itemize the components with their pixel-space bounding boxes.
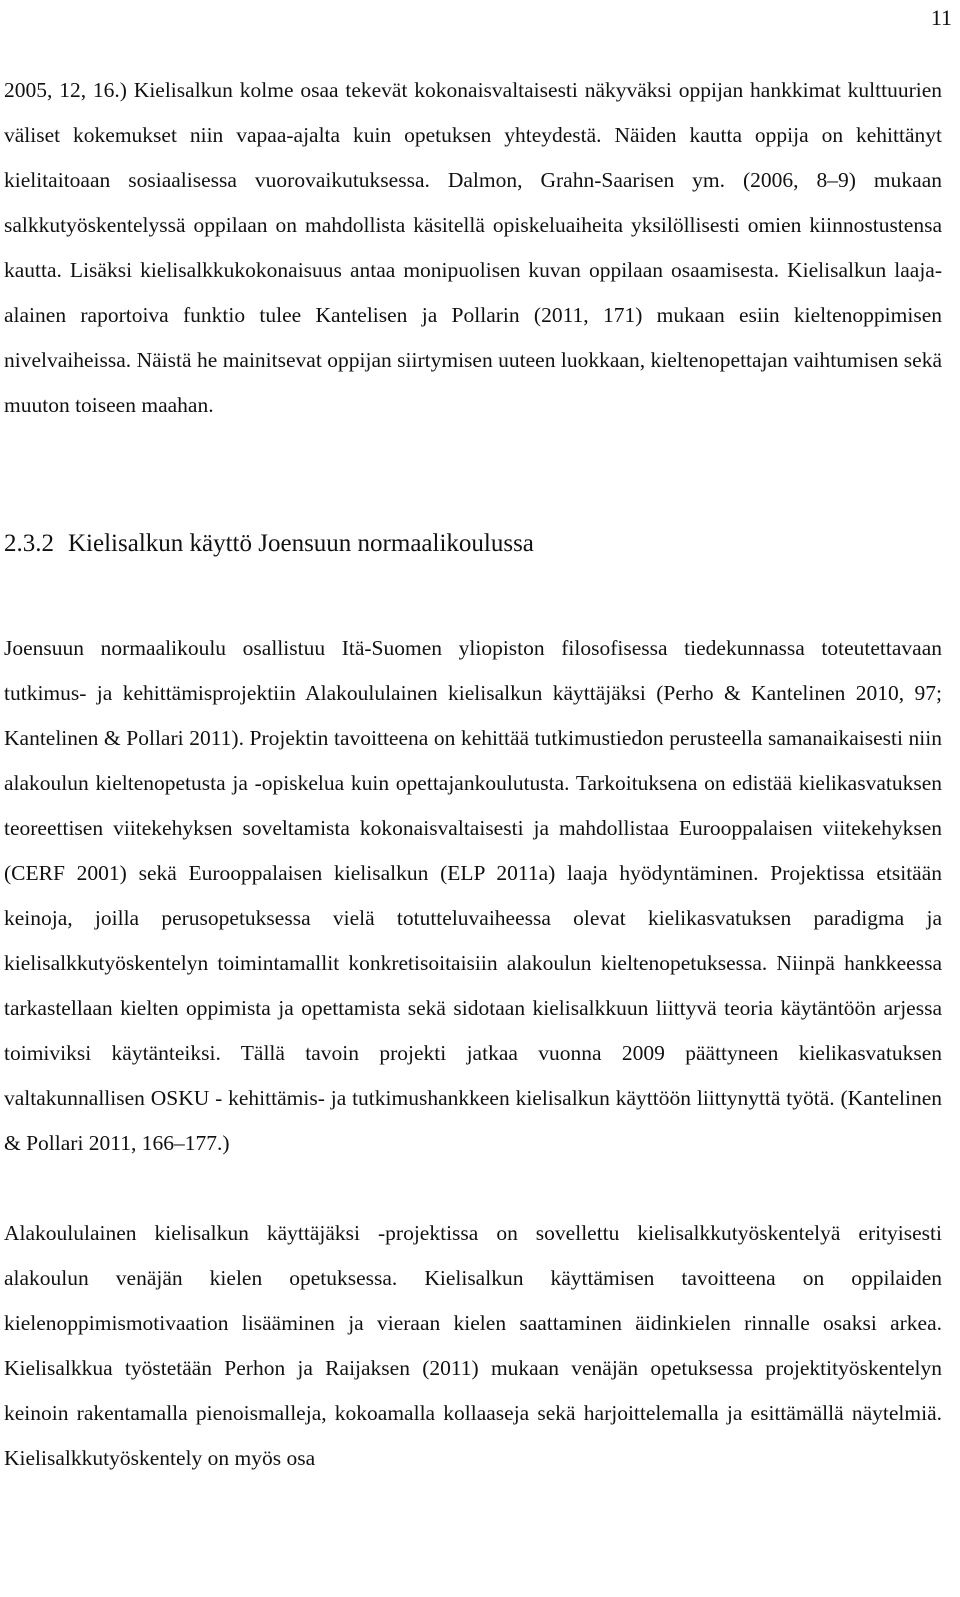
paragraph-3: Alakoululainen kielisalkun käyttäjäksi -projektissa on sovellettu kielisalkkutyöskentelyä erityisesti alakoulun venäjän kielen opetuksessa. Kielisalkun käyttämisen tavoitteena on oppilaiden kielenoppimismotivaation lisääminen ja vieraan kielen saattaminen äidinkielen rinnalle osaksi arkea. Kielisalkkua työstetään Perhon ja Raijaksen (2011) mukaan venäjän opetuksessa projektityöskentelyn keinoin rakentamalla pienoismalleja, kokoamalla kollaaseja sekä harjoittelemalla ja esittämällä näytelmiä. Kielisalkkutyöskentely on myös osa bbox=[4, 1221, 942, 1470]
section-title: Kielisalkun käyttö Joensuun normaalikoulussa bbox=[68, 530, 534, 557]
paragraph-1: 2005, 12, 16.) Kielisalkun kolme osaa tekevät kokonaisvaltaisesti näkyväksi oppijan hankkimat kulttuurien väliset kokemukset niin vapaa-ajalta kuin opetuksen yhteydestä. Näiden kautta oppija on kehittänyt kielitaitoaan sosiaalisessa vuorovaikutuksessa. Dalmon, Grahn-Saarisen ym. (2006, 8–9) mukaan salkkutyöskentelyssä oppilaan on mahdollista käsitellä opiskeluaiheita yksilöllisesti omien kiinnostustensa kautta. Lisäksi kielisalkkukokonaisuus antaa monipuolisen kuvan oppilaan osaamisesta. Kielisalkun laaja-alainen raportoiva funktio tulee Kantelisen ja Pollarin (2011, 171) mukaan esiin kieltenoppimisen nivelvaiheissa. Näistä he mainitsevat oppijan siirtymisen uuteen luokkaan, kieltenopettajan vaihtumisen sekä muuton toiseen maahan. bbox=[4, 78, 942, 417]
section-heading bbox=[4, 521, 942, 566]
section-number: 2.3.2 bbox=[4, 530, 54, 557]
paragraph-2: Joensuun normaalikoulu osallistuu Itä-Suomen yliopiston filosofisessa tiedekunnassa toteutettavaan tutkimus- ja kehittämisprojektiin Alakoululainen kielisalkun käyttäjäksi (Perho & Kantelinen 2010, 97; Kantelinen & Pollari 2011). Projektin tavoitteena on kehittää tutkimustiedon perusteella samanaikaisesti niin alakoulun kieltenopetusta ja -opiskelua kuin opettajankoulutusta. Tarkoituksena on edistää kielikasvatuksen teoreettisen viitekehyksen soveltamista kokonaisvaltaisesti ja mahdollistaa Eurooppalaisen viitekehyksen (CERF 2001) sekä Eurooppalaisen kielisalkun (ELP 2011a) laaja hyödyntäminen. Projektissa etsitään keinoja, joilla perusopetuksessa vielä totutteluvaiheessa olevat kielikasvatuksen paradigma ja kielisalkkutyöskentelyn toimintamallit konkretisoitaisiin alakoulun kieltenopetuksessa. Niinpä hankkeessa tarkastellaan kielten oppimista ja opettamista sekä sidotaan kielisalkkuun liittyvä teoria käytäntöön arjessa toimiviksi käytänteiksi. Tällä tavoin projekti jatkaa vuonna 2009 päättyneen kielikasvatuksen valtakunnallisen OSKU - kehittämis- ja tutkimushankkeen kielisalkun käyttöön liittynyttä työtä. (Kantelinen & Pollari 2011, 166–177.) bbox=[4, 636, 942, 1155]
page-number: 11 bbox=[930, 5, 952, 30]
document-body bbox=[4, 68, 942, 1481]
